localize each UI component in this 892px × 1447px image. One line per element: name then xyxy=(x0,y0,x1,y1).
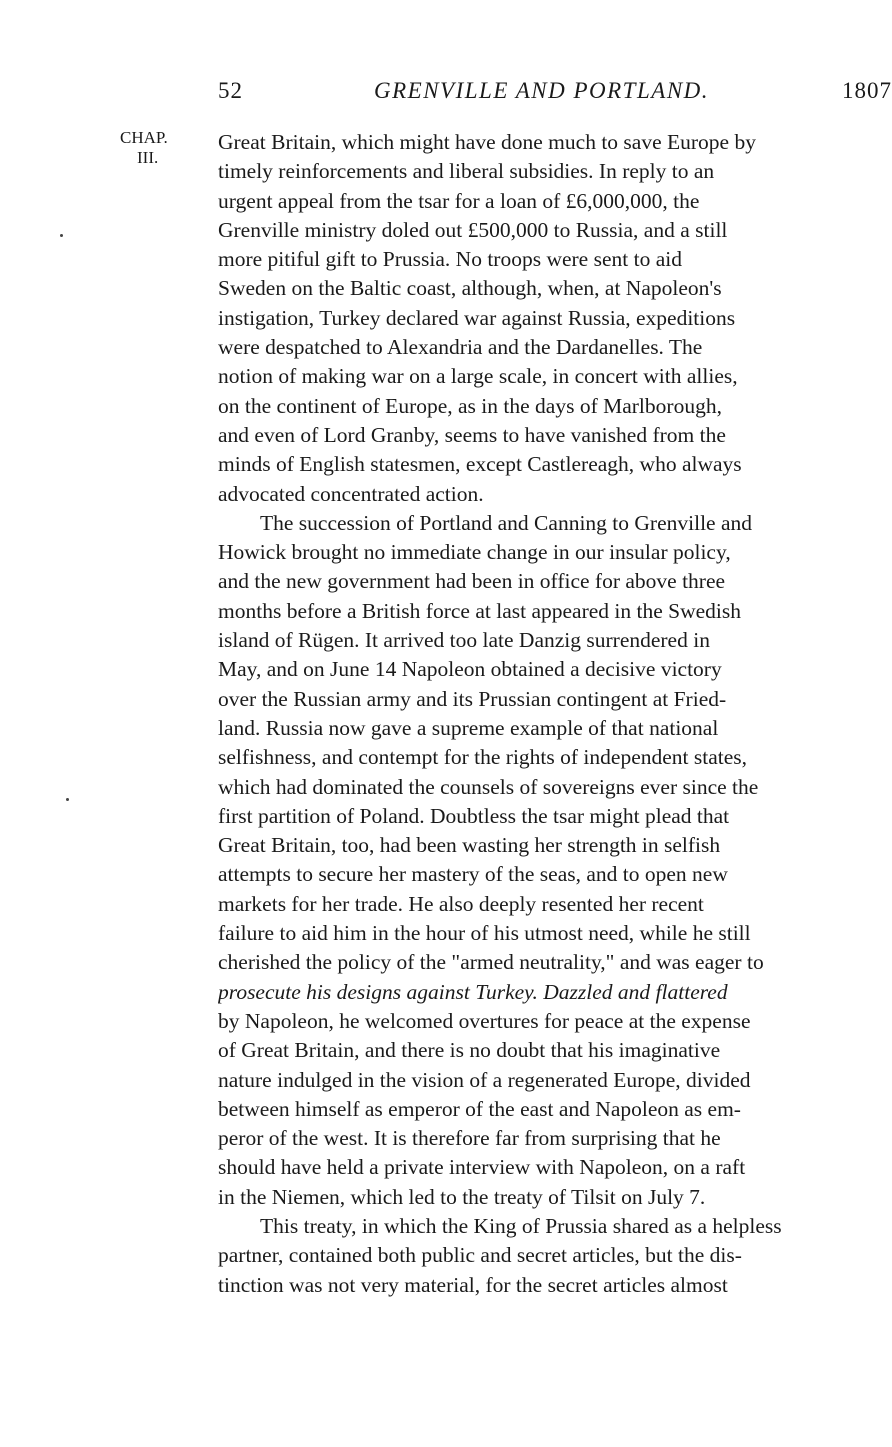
paragraph-start-line: This treaty, in which the King of Prussia shared as a helpless xyxy=(260,1213,782,1238)
text-line: selfishness, and contempt for the rights of independent states, xyxy=(218,745,748,770)
text-line: of Great Britain, and there is no doubt that his imaginative xyxy=(218,1038,721,1063)
chapter-marker xyxy=(120,128,210,168)
chapter-number: III. xyxy=(137,148,159,167)
year-marker: 1807 xyxy=(842,78,892,103)
text-line: urgent appeal from the tsar for a loan of £6,000,000, the xyxy=(218,188,700,213)
text-line: and the new government had been in office for above three xyxy=(218,569,726,594)
paragraph-start-line: The succession of Portland and Canning to Grenville and xyxy=(260,510,753,535)
text-line: failure to aid him in the hour of his utmost need, while he still xyxy=(218,921,751,946)
text-line: in the Niemen, which led to the treaty of Tilsit on July 7. xyxy=(218,1184,706,1209)
text-line: May, and on June 14 Napoleon obtained a decisive victory xyxy=(218,657,722,682)
running-head xyxy=(0,78,892,112)
text-line: Howick brought no immediate change in our insular policy, xyxy=(218,540,731,565)
text-line: prosecute his designs against Turkey. Dazzled and flattered xyxy=(218,979,728,1004)
text-line: minds of English statesmen, except Castlereagh, who always xyxy=(218,452,742,477)
scan-speck xyxy=(66,798,69,801)
text-line: on the continent of Europe, as in the days of Marlborough, xyxy=(218,393,722,418)
text-line: first partition of Poland. Doubtless the tsar might plead that xyxy=(218,803,730,828)
text-line: cherished the policy of the "armed neutrality," and was eager to xyxy=(218,950,764,975)
text-line: instigation, Turkey declared war against Russia, expeditions xyxy=(218,305,736,330)
text-line: Sweden on the Baltic coast, although, when, at Napoleon's xyxy=(218,276,722,301)
text-line: partner, contained both public and secret articles, but the dis- xyxy=(218,1243,742,1268)
text-line: peror of the west. It is therefore far from surprising that he xyxy=(218,1126,721,1151)
text-line: markets for her trade. He also deeply resented her recent xyxy=(218,891,704,916)
text-line: were despatched to Alexandria and the Dardanelles. The xyxy=(218,335,703,360)
text-line: timely reinforcements and liberal subsidies. In reply to an xyxy=(218,159,715,184)
page-number: 52 xyxy=(218,78,243,103)
text-line: and even of Lord Granby, seems to have vanished from the xyxy=(218,422,726,447)
chapter-label: CHAP. xyxy=(120,128,168,147)
text-line: Great Britain, which might have done much to save Europe by xyxy=(218,130,756,154)
body-text xyxy=(218,128,892,1300)
text-line: between himself as emperor of the east and Napoleon as em- xyxy=(218,1096,741,1121)
running-title: GRENVILLE AND PORTLAND. xyxy=(374,78,710,103)
text-line: Grenville ministry doled out £500,000 to Russia, and a still xyxy=(218,217,728,242)
text-line: attempts to secure her mastery of the seas, and to open new xyxy=(218,862,728,887)
text-line: Great Britain, too, had been wasting her strength in selfish xyxy=(218,833,721,858)
text-line: island of Rügen. It arrived too late Danzig surrendered in xyxy=(218,628,710,653)
text-line: which had dominated the counsels of sovereigns ever since the xyxy=(218,774,759,799)
text-line: should have held a private interview with Napoleon, on a raft xyxy=(218,1155,746,1180)
text-line: advocated concentrated action. xyxy=(218,481,484,506)
text-line: tinction was not very material, for the secret articles almost xyxy=(218,1272,728,1297)
text-line: months before a British force at last appeared in the Swedish xyxy=(218,598,742,623)
text-line: nature indulged in the vision of a regenerated Europe, divided xyxy=(218,1067,751,1092)
text-line: over the Russian army and its Prussian contingent at Fried- xyxy=(218,686,727,711)
text-line: land. Russia now gave a supreme example of that national xyxy=(218,715,719,740)
text-line: notion of making war on a large scale, in concert with allies, xyxy=(218,364,738,389)
scan-speck xyxy=(60,234,63,237)
text-line: by Napoleon, he welcomed overtures for peace at the expense xyxy=(218,1008,751,1033)
text-line: more pitiful gift to Prussia. No troops were sent to aid xyxy=(218,247,682,272)
